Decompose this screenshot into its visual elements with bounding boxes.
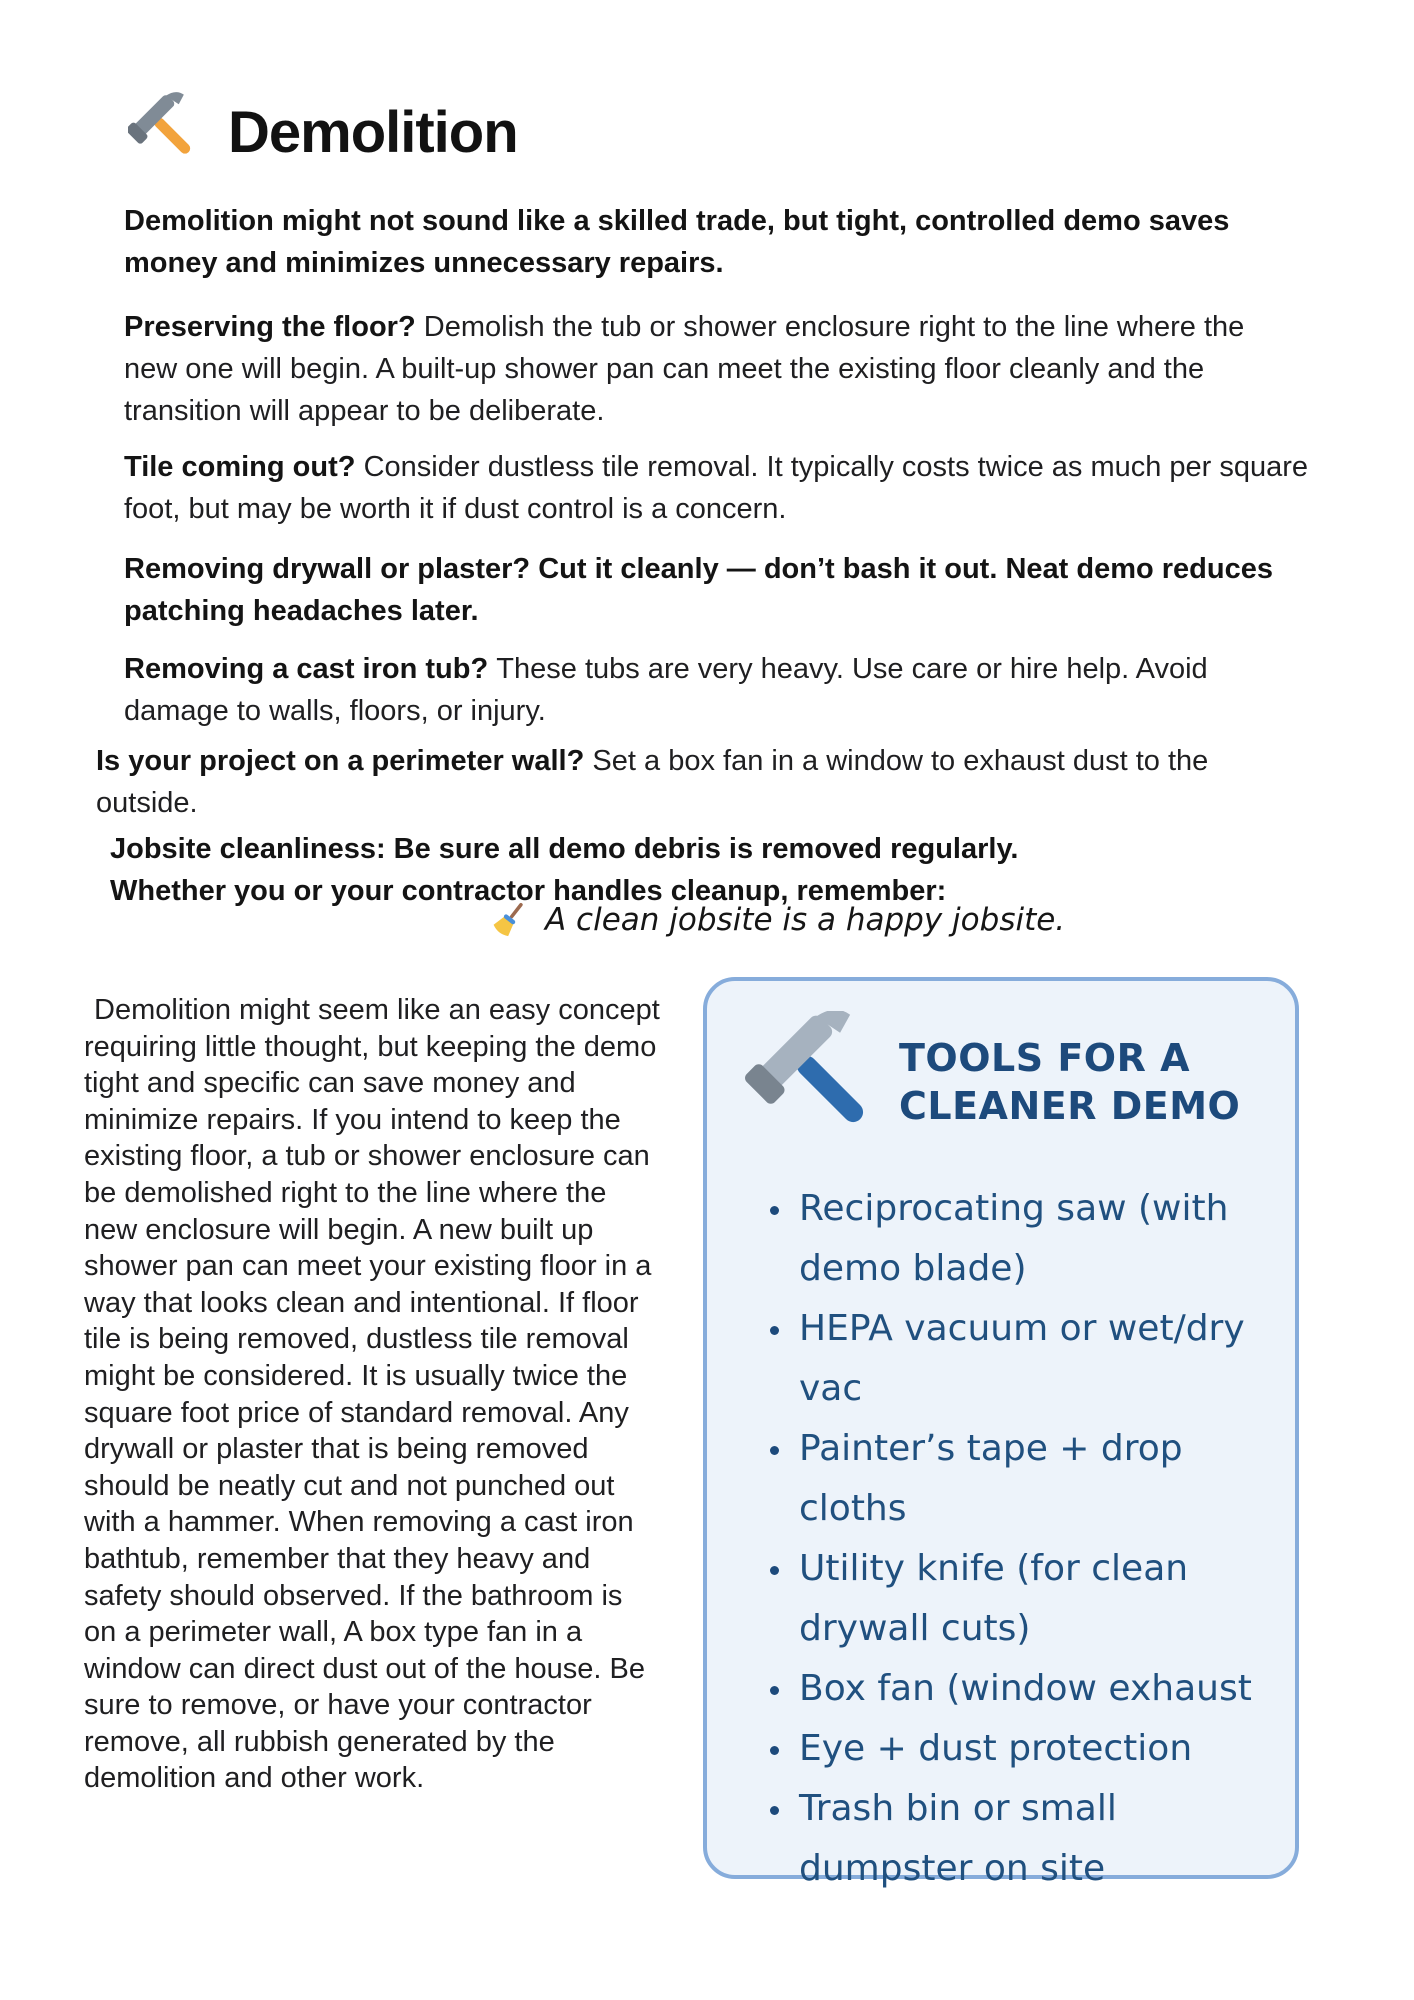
tools-box-title-line1: TOOLS FOR A [899, 1036, 1191, 1080]
tip-perimeter-wall [96, 740, 1226, 824]
tools-box-title-line2: CLEANER DEMO [899, 1084, 1241, 1128]
tools-box-title [899, 1034, 1240, 1130]
tip-lead: Removing a cast iron tub? [124, 653, 489, 685]
tools-list-item: • Reciprocating saw (with demo blade) [795, 1179, 1279, 1299]
tools-list [707, 1179, 1295, 1899]
tip-lead: Tile coming out? [124, 451, 356, 483]
tip-lead: Is your project on a perimeter wall? [96, 745, 585, 777]
hammer-icon [737, 1011, 905, 1153]
tools-list-item: • HEPA vacuum or wet/dry vac [795, 1299, 1279, 1419]
tools-list-item: • Painter’s tape + drop cloths [795, 1419, 1279, 1539]
tip-drywall-plaster [124, 548, 1299, 632]
tools-list-item: • Eye + dust protection [795, 1719, 1279, 1779]
note-line-2: Whether you or your contractor handles cleanup, remember: [110, 875, 947, 907]
tools-list-item: • Box fan (window exhaust [795, 1659, 1279, 1719]
intro-paragraph: Demolition might not sound like a skilled trade, but tight, controlled demo saves money and minimizes unnecessary repairs. [124, 205, 1230, 279]
tip-tile-removal [124, 446, 1309, 530]
tip-body: Cut it cleanly — don’t bash it out. Neat demo reduces patching headaches later. [124, 553, 1273, 627]
tools-list-item: • Trash bin or small dumpster on site [795, 1779, 1279, 1899]
body-column-text: Demolition might seem like an easy concept requiring little thought, but keeping the demo tight and specific can save money and minimize repairs. If you intend to keep the existing floor, a tub or shower enclosure can be demolished right to the line where the new enclosure will begin. A new built up shower pan can meet your existing floor in a way that looks clean and intentional. If floor tile is being removed, dustless tile removal might be considered. It is usually twice the square foot price of standard removal. Any drywall or plaster that is being removed should be neatly cut and not punched out with a hammer. When removing a cast iron bathtub, remember that they heavy and safety should observed. If the bathroom is on a perimeter wall, A box type fan in a window can direct dust out of the house. Be sure to remove, or have your contractor remove, all rubbish generated by the demolition and other work. [84, 994, 660, 1795]
page-title: Demolition [228, 99, 518, 165]
broom-icon [487, 898, 531, 942]
tools-list-item: • Utility knife (for clean drywall cuts) [795, 1539, 1279, 1659]
hammer-icon [128, 92, 208, 172]
tip-lead: Preserving the floor? [124, 311, 416, 343]
tools-callout-box [703, 977, 1299, 1889]
tip-body: These tubs are very heavy. Use care or hire help. Avoid damage to walls, floors, or injury. [124, 653, 1208, 727]
motto-text: A clean jobsite is a happy jobsite. [545, 902, 1066, 938]
tip-body: Set a box fan in a window to exhaust dust to the outside. [96, 745, 1209, 819]
tip-preserving-floor [124, 306, 1289, 432]
tip-lead: Removing drywall or plaster? [124, 553, 531, 585]
note-line-1: Jobsite cleanliness: Be sure all demo debris is removed regularly. [110, 833, 1019, 865]
page-header [128, 92, 518, 172]
tools-box-header [707, 981, 1295, 1155]
tip-cast-iron-tub [124, 648, 1284, 732]
tip-body: Consider dustless tile removal. It typically costs twice as much per square foot, but may be worth it if dust control is a concern. [124, 451, 1309, 525]
clean-jobsite-motto [487, 898, 1065, 942]
tip-body: Demolish the tub or shower enclosure right to the line where the new one will begin. A built-up shower pan can meet the existing floor cleanly and the transition will appear to be deliberate. [124, 311, 1245, 427]
